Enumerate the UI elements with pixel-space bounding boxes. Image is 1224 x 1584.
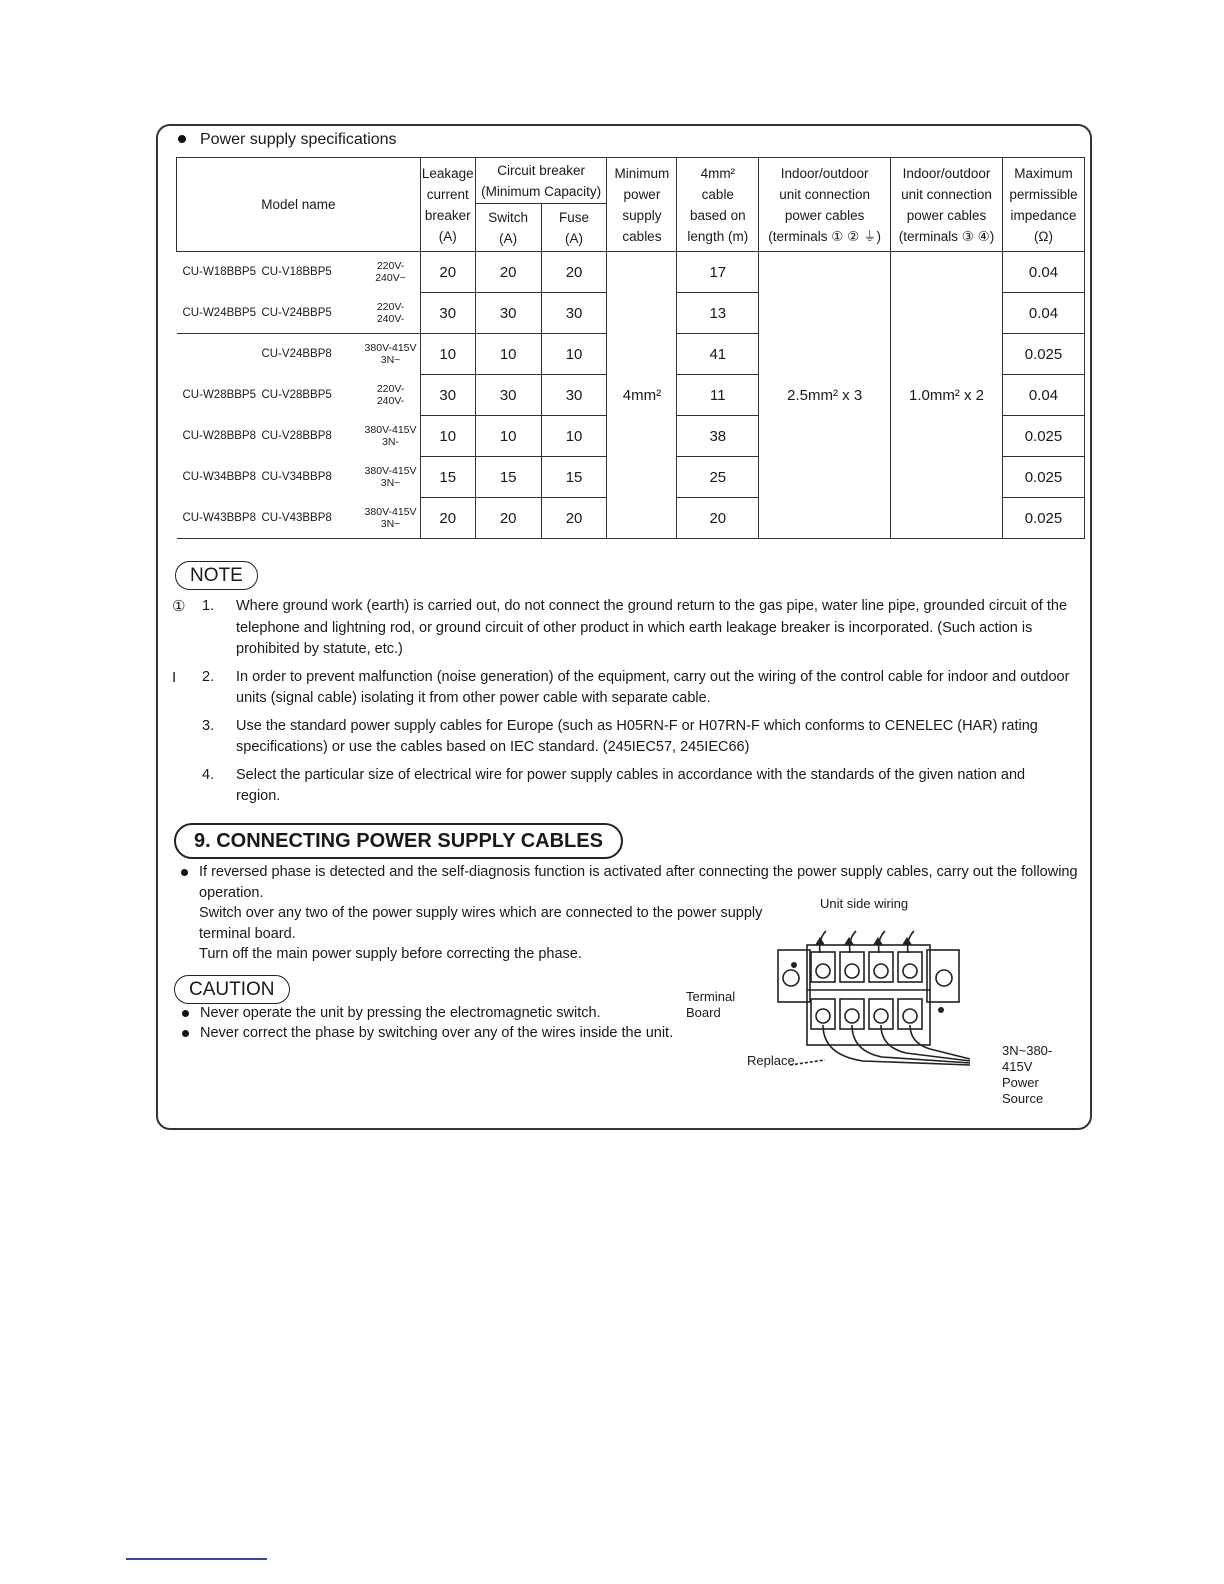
voltage: 220V- 240V-	[361, 293, 420, 334]
note-number: 1.	[202, 598, 215, 614]
leakage-value: 30	[420, 375, 475, 416]
note-text: In order to prevent malfunction (noise generation) of the equipment, carry out the wiring of the control cable for indoor and outdoor units (signal cable) isolating it from other power cable with separate cable.	[236, 668, 1070, 706]
note-item	[172, 667, 1072, 710]
fuse-value: 30	[541, 375, 607, 416]
switch-value: 15	[475, 457, 541, 498]
leakage-value: 20	[420, 498, 475, 539]
board-right-tab	[927, 950, 959, 1002]
note-item	[172, 596, 1072, 661]
arrow-icon	[844, 937, 854, 945]
length-value: 17	[677, 252, 759, 293]
impedance-value: 0.04	[1002, 375, 1084, 416]
length-value: 11	[677, 375, 759, 416]
model-header: Model name	[177, 158, 421, 252]
switch-header: Switch (A)	[475, 204, 541, 252]
caution-item: Never operate the unit by pressing the electromagnetic switch.	[181, 1003, 681, 1023]
terminal-board-diagram	[770, 915, 1010, 1080]
caution-item: Never correct the phase by switching over any of the wires inside the unit.	[181, 1023, 681, 1043]
impedance-value: 0.025	[1002, 334, 1084, 375]
arrow-icon	[815, 937, 825, 945]
replace-label: Replace	[747, 1053, 795, 1068]
terminal-label: Terminal Board	[686, 989, 736, 1020]
io1-value: 2.5mm² x 3	[759, 252, 891, 539]
note-number: 2.	[202, 668, 215, 685]
fuse-value: 30	[541, 293, 607, 334]
io2-header: Indoor/outdoor unit connection power cables (terminals ③ ④)	[891, 158, 1003, 252]
arrow-icon	[873, 937, 883, 945]
note-text: Use the standard power supply cables for Europe (such as H05RN-F or H07RN-F which conforms to CENELEC (HAR) rating specifications) or use the cables based on IEC standard. (245IEC57, 245IEC66)	[236, 717, 1038, 755]
outdoor-model: CU-V43BBP8	[261, 498, 361, 539]
minpower-header: Minimum power supply cables	[607, 158, 677, 252]
instruction-line: Switch over any two of the power supply wires which are connected to the power supply terminal board.	[199, 905, 763, 942]
outdoor-model: CU-V24BBP5	[261, 306, 332, 319]
caution-label: CAUTION	[174, 975, 290, 1004]
leakage-header: Leakage current breaker (A)	[420, 158, 475, 252]
indoor-model: CU-W28BBP5	[182, 389, 256, 401]
io1-header: Indoor/outdoor unit connection power cables (terminals ① ② ⏚)	[759, 158, 891, 252]
leakage-value: 20	[420, 252, 475, 293]
voltage: 220V- 240V~	[361, 252, 420, 293]
note-text: Where ground work (earth) is carried out, do not connect the ground return to the gas pipe, water line pipe, grounded circuit of the telephone and lightning rod, or ground circuit of other product in which earth leakage breaker is incorporated. (Such action is prohibited by statute, etc.)	[236, 598, 1068, 657]
impedance-value: 0.04	[1002, 293, 1084, 334]
table-row	[177, 252, 1085, 293]
outdoor-model: CU-V28BBP5	[261, 389, 332, 401]
note-list	[172, 596, 1072, 814]
voltage: 380V-415V 3N~	[361, 498, 420, 539]
fuse-value: 15	[541, 457, 607, 498]
indoor-model: CU-W28BBP8	[182, 430, 256, 442]
switch-value: 10	[475, 416, 541, 457]
instruction-line: Turn off the main power supply before correcting the phase.	[199, 946, 582, 962]
caution-list	[181, 1003, 681, 1043]
fuse-value: 10	[541, 334, 607, 375]
impedance-value: 0.04	[1002, 252, 1084, 293]
leakage-value: 10	[420, 416, 475, 457]
fuse-value: 20	[541, 252, 607, 293]
note-mark: ①	[172, 598, 186, 615]
length-value: 13	[677, 293, 759, 334]
cb-header: Circuit breaker (Minimum Capacity)	[475, 158, 607, 204]
note-item	[172, 765, 1072, 808]
spec-table	[176, 157, 1085, 539]
impedance-value: 0.025	[1002, 416, 1084, 457]
min-power-value: 4mm²	[607, 252, 677, 539]
outdoor-model: CU-V24BBP8	[261, 334, 361, 375]
voltage: 380V-415V 3N~	[361, 334, 420, 375]
note-item	[172, 716, 1072, 759]
fuse-value: 10	[541, 416, 607, 457]
io2-value: 1.0mm² x 2	[891, 252, 1003, 539]
leakage-value: 30	[420, 293, 475, 334]
voltage: 220V- 240V-	[361, 375, 420, 416]
impedance-value: 0.025	[1002, 498, 1084, 539]
outdoor-model: CU-V34BBP8	[261, 471, 332, 483]
leakage-value: 10	[420, 334, 475, 375]
length-value: 20	[677, 498, 759, 539]
switch-value: 20	[475, 252, 541, 293]
section-title: 9. CONNECTING POWER SUPPLY CABLES	[174, 823, 623, 859]
unit-side-label: Unit side wiring	[820, 896, 909, 911]
indoor-model: CU-W24BBP5	[182, 306, 256, 319]
voltage: 380V-415V 3N~	[361, 457, 420, 498]
footer-rule	[126, 1558, 267, 1560]
instruction-bullet: If reversed phase is detected and the self-diagnosis function is activated after connecting the power supply cables, carry out the following operation.	[180, 862, 1090, 903]
indoor-model: CU-W18BBP5	[182, 266, 256, 279]
note-number: 3.	[202, 717, 215, 734]
fuse-value: 20	[541, 498, 607, 539]
note-label: NOTE	[175, 561, 258, 590]
switch-value: 30	[475, 293, 541, 334]
outdoor-model: CU-V18BBP5	[261, 266, 332, 279]
arrow-icon	[902, 937, 912, 945]
bullet-icon	[178, 135, 186, 143]
indoor-model	[177, 334, 262, 375]
indoor-model: CU-W43BBP8	[177, 498, 262, 539]
leakage-value: 15	[420, 457, 475, 498]
length-value: 41	[677, 334, 759, 375]
power-source-label: 3N~380- 415V Power Source	[1002, 1043, 1053, 1106]
note-mark: I	[172, 668, 177, 686]
outdoor-model: CU-V28BBP8	[261, 430, 332, 442]
note-text: Select the particular size of electrical wire for power supply cables in accordance with the standards of the given nation and region.	[236, 766, 1026, 804]
switch-value: 10	[475, 334, 541, 375]
switch-value: 30	[475, 375, 541, 416]
fuse-header: Fuse (A)	[541, 204, 607, 252]
note-number: 4.	[202, 766, 215, 783]
switch-value: 20	[475, 498, 541, 539]
length-value: 25	[677, 457, 759, 498]
voltage: 380V-415V 3N-	[361, 416, 420, 457]
spec-title: Power supply specifications	[178, 131, 397, 149]
maximp-header: Maximum permissible impedance (Ω)	[1002, 158, 1084, 252]
length-value: 38	[677, 416, 759, 457]
indoor-model: CU-W34BBP8	[182, 471, 256, 483]
cable4-header: 4mm² cable based on length (m)	[677, 158, 759, 252]
impedance-value: 0.025	[1002, 457, 1084, 498]
